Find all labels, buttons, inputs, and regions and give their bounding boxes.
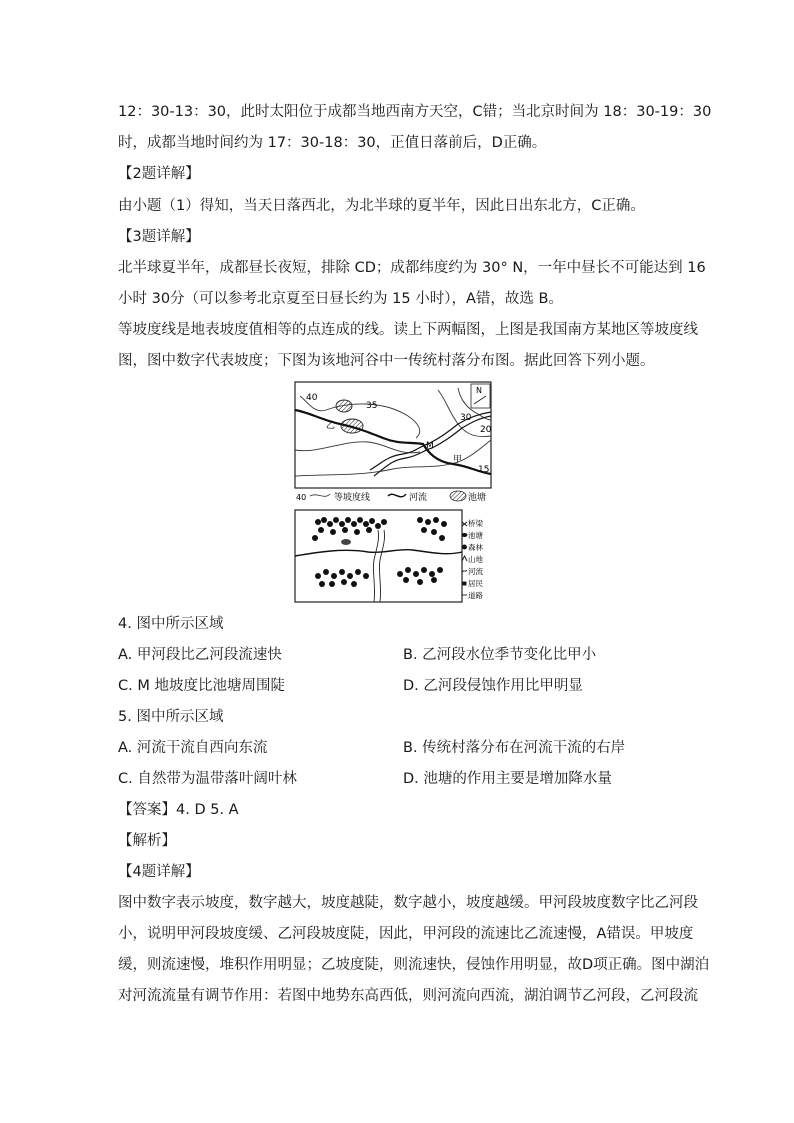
north-arrow-icon: N — [476, 386, 482, 395]
pond — [336, 400, 352, 412]
text-line: 12：30-13：30，此时太阳位于成都当地西南方天空，C错；当北京时间为 18：30-19：30 — [118, 104, 712, 120]
question-stem: 5. 图中所示区域 — [118, 709, 224, 725]
text-line: 对河流流量有调节作用：若图中地势东高西低，则河流向西流，湖泊调节乙河段，乙河段流 — [118, 988, 698, 1004]
section-heading: 【3题详解】 — [118, 229, 200, 245]
map-figure — [288, 380, 502, 606]
text-line: 北半球夏半年，成都昼长夜短，排除 CD；成都纬度约为 30° N，一年中昼长不可能达到 16 — [118, 260, 706, 276]
option-d: D. 池塘的作用主要是增加降水量 — [403, 771, 612, 787]
contour-label: 40 — [306, 393, 318, 403]
legend-contour-label: 等坡度线 — [334, 493, 371, 503]
option-a: A. 甲河段比乙河段流速快 — [118, 647, 282, 663]
option-c: C. M 地坡度比池塘周围陡 — [118, 678, 285, 694]
option-d: D. 乙河段侵蚀作用比甲明显 — [403, 678, 583, 694]
point-m-label: M — [426, 441, 434, 451]
legend-road: 道路 — [468, 591, 483, 600]
pond — [341, 419, 363, 433]
text-line: 缓，则流速慢，堆积作用明显；乙坡度陡，则流速快，侵蚀作用明显，故D项正确。图中湖泊 — [118, 957, 710, 973]
legend-contour-value: 40 — [296, 493, 307, 502]
legend-forest: 森林 — [468, 543, 483, 552]
legend-pond: 池塘 — [468, 531, 483, 540]
text-line: 由小题（1）得知，当天日落西北，为北半球的夏半年，因此日出东北方，C正确。 — [118, 198, 645, 214]
text-line: 时，成都当地时间约为 17：30-18：30，正值日落前后，D正确。 — [118, 135, 547, 151]
contour-label: 35 — [366, 401, 378, 411]
option-a: A. 河流干流自西向东流 — [118, 740, 268, 756]
text-line: 小时 30分（可以参考北京夏至日昼长约为 15 小时），A错，故选 B。 — [118, 291, 563, 307]
section-heading: 【4题详解】 — [118, 864, 200, 880]
text-line: 图中数字表示坡度，数字越大，坡度越陡，数字越小，坡度越缓。甲河段坡度数字比乙河段 — [118, 895, 698, 911]
reach-yi-label: 乙 — [326, 421, 336, 431]
question-stem: 4. 图中所示区域 — [118, 616, 224, 632]
section-heading: 【2题详解】 — [118, 166, 200, 182]
option-c: C. 自然带为温带落叶阔叶林 — [118, 771, 297, 787]
option-b: B. 乙河段水位季节变化比甲小 — [403, 647, 597, 663]
pond — [341, 539, 351, 545]
legend-residence: 居民 — [468, 579, 483, 588]
legend-bridge: 桥梁 — [468, 519, 483, 528]
analysis-heading: 【解析】 — [118, 833, 176, 849]
legend-mountain: 山地 — [468, 555, 483, 564]
option-b: B. 传统村落分布在河流干流的右岸 — [403, 740, 626, 756]
legend-pond-label: 池塘 — [468, 493, 487, 503]
text-line: 等坡度线是地表坡度值相等的点连成的线。读上下两幅图，上图是我国南方某地区等坡度线 — [118, 322, 698, 338]
answer-line: 【答案】4. D 5. A — [118, 802, 239, 818]
contour-label: 30 — [460, 413, 472, 423]
legend-river: 河流 — [468, 567, 483, 576]
contour-label: 20 — [480, 425, 492, 435]
text-line: 图，图中数字代表坡度；下图为该地河谷中一传统村落分布图。据此回答下列小题。 — [118, 353, 655, 369]
text-line: 小，说明甲河段坡度缓、乙河段坡度陡，因此，甲河段的流速比乙流速慢，A错误。甲坡度 — [118, 926, 694, 942]
contour-label: 15 — [478, 465, 490, 475]
legend-river-label: 河流 — [409, 493, 428, 503]
reach-jia-label: 甲 — [453, 455, 463, 465]
